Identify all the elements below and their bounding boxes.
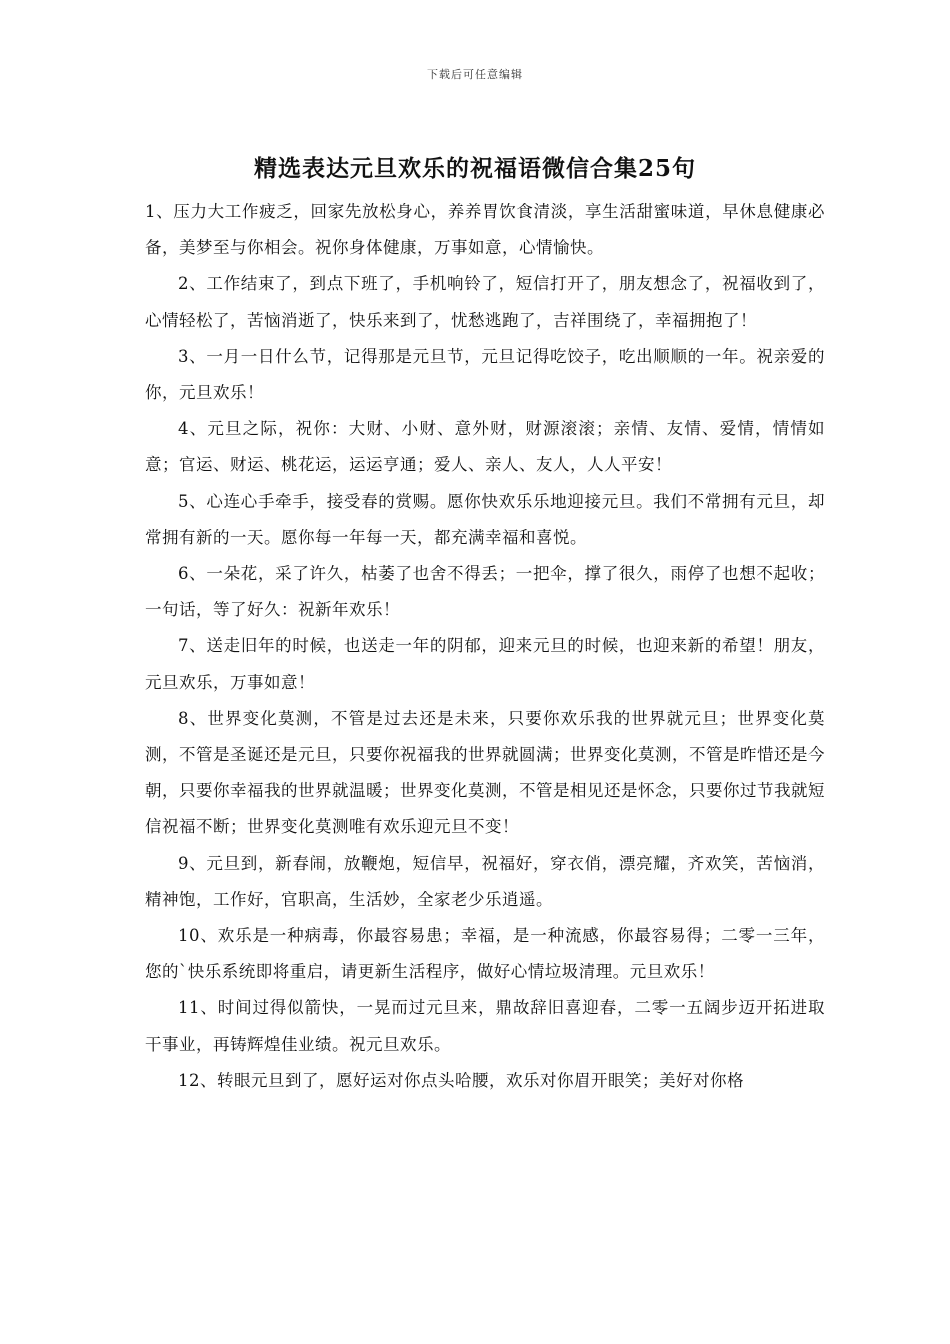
paragraph-1: 1、压力大工作疲乏，回家先放松身心，养养胃饮食清淡，享生活甜蜜味道，早休息健康必备，美梦至与你相会。祝你身体健康，万事如意，心情愉快。: [145, 202, 825, 258]
paragraph-8: 8、世界变化莫测，不管是过去还是未来，只要你欢乐我的世界就元旦；世界变化莫测，不管是圣诞还是元旦，只要你祝福我的世界就圆满；世界变化莫测，不管是昨惜还是今朝，只要你幸福我的世界就温暖；世界变化莫测，不管是相见还是怀念，只要你过节我就短信祝福不断；世界变化莫测唯有欢乐迎元旦不变！: [145, 708, 825, 837]
paragraph-4: 4、元旦之际，祝你：大财、小财、意外财，财源滚滚；亲情、友情、爱情，情情如意；官运、财运、桃花运，运运亨通；爱人、亲人、友人，人人平安！: [145, 419, 825, 475]
paragraph-7: 7、送走旧年的时候，也送走一年的阴郁，迎来元旦的时候，也迎来新的希望！朋友，元旦欢乐，万事如意！: [145, 636, 825, 692]
paragraph-6: 6、一朵花，采了许久，枯萎了也舍不得丢；一把伞，撑了很久，雨停了也想不起收；一句话，等了好久：祝新年欢乐！: [145, 564, 825, 620]
paragraph-2: 2、工作结束了，到点下班了，手机响铃了，短信打开了，朋友想念了，祝福收到了，心情轻松了，苦恼消逝了，快乐来到了，忧愁逃跑了，吉祥围绕了，幸福拥抱了！: [145, 274, 825, 330]
paragraph-5: 5、心连心手牵手，接受春的赏赐。愿你快欢乐乐地迎接元旦。我们不常拥有元旦，却常拥有新的一天。愿你每一年每一天，都充满幸福和喜悦。: [145, 491, 825, 547]
page-title: 精选表达元旦欢乐的祝福语微信合集25句: [253, 155, 696, 182]
paragraph-12: 12、转眼元旦到了，愿好运对你点头哈腰，欢乐对你眉开眼笑；美好对你格: [178, 1070, 744, 1090]
paragraph-11: 11、时间过得似箭快，一晃而过元旦来，鼎故辞旧喜迎春，二零一五阔步迈开拓进取干事业，再铸辉煌佳业绩。祝元旦欢乐。: [145, 998, 825, 1054]
paragraph-10: 10、欢乐是一种病毒，你最容易患；幸福，是一种流感，你最容易得；二零一三年，您的`快乐系统即将重启，请更新生活程序，做好心情垃圾清理。元旦欢乐！: [145, 926, 825, 982]
paragraph-9: 9、元旦到，新春闹，放鞭炮，短信早，祝福好，穿衣俏，漂亮耀，齐欢笑，苦恼消，精神饱，工作好，官职高，生活妙，全家老少乐逍遥。: [145, 853, 825, 909]
document-body: [145, 194, 825, 1099]
header-note: 下载后可任意编辑: [427, 68, 523, 81]
paragraph-3: 3、一月一日什么节，记得那是元旦节，元旦记得吃饺子，吃出顺顺的一年。祝亲爱的你，元旦欢乐！: [145, 346, 825, 403]
